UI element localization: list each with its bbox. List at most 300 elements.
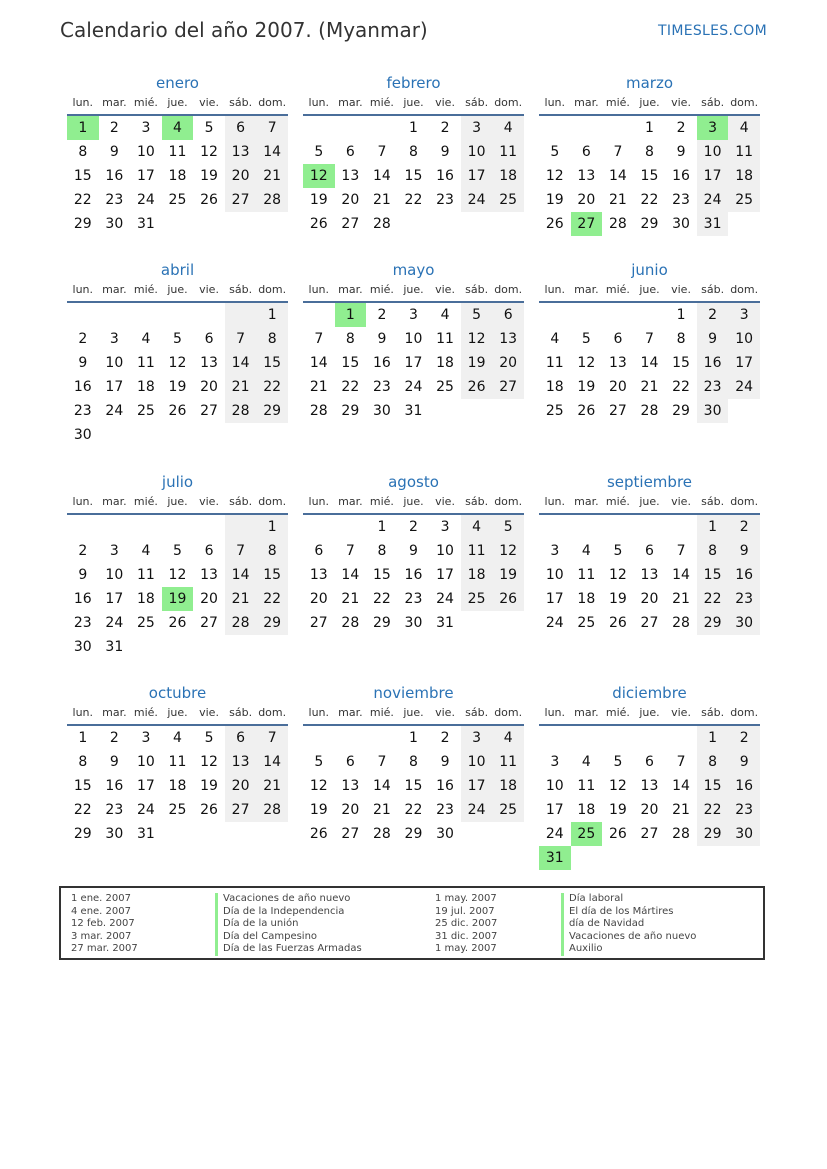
day-cell: 19: [309, 802, 328, 818]
legend-holiday-name: Día laboral: [561, 893, 696, 906]
day-cell: 3: [461, 116, 493, 140]
day-cell: 17: [136, 778, 155, 794]
day-cell: 17: [105, 379, 124, 395]
legend-holiday-name: día de Navidad: [561, 918, 696, 931]
day-cell: 14: [225, 563, 257, 587]
day-cell: 24: [136, 802, 155, 818]
day-cell: 26: [168, 403, 187, 419]
day-cell: 23: [105, 802, 124, 818]
day-cell: 21: [256, 774, 288, 798]
weekday-label: mar.: [338, 706, 363, 719]
day-cell: 5: [461, 303, 493, 327]
day-cell: 4: [728, 116, 760, 140]
day-cell: 5: [581, 331, 591, 347]
day-cell: 13: [225, 140, 257, 164]
empty-day-cell: [602, 303, 634, 327]
empty-day-cell: [539, 726, 571, 750]
day-cell: 21: [225, 587, 257, 611]
weekday-label: vie.: [435, 495, 455, 508]
day-cell: 6: [225, 726, 257, 750]
day-cell: 29: [404, 826, 423, 842]
month-octubre: [67, 682, 288, 846]
day-cell: 30: [728, 611, 760, 635]
day-cell: 7: [256, 726, 288, 750]
day-cell: 28: [309, 403, 328, 419]
day-cell: 8: [377, 543, 387, 559]
day-cell: 2: [78, 331, 88, 347]
weekday-label: mié.: [605, 283, 630, 296]
day-cell: 6: [581, 144, 591, 160]
day-cell: 31: [136, 216, 155, 232]
month-name: abril: [160, 261, 195, 279]
weekday-label: sáb.: [465, 495, 489, 508]
weekday-label: mié.: [605, 706, 630, 719]
day-cell: 25: [728, 188, 760, 212]
day-cell: 29: [256, 399, 288, 423]
legend-names-left: [215, 893, 362, 956]
day-cell: 16: [105, 168, 124, 184]
legend-holiday-name: Día de la Independencia: [215, 906, 362, 919]
weekday-header: [539, 493, 760, 515]
weekday-label: mié.: [369, 96, 394, 109]
day-cell: 5: [613, 543, 623, 559]
weekday-label: vie.: [671, 96, 691, 109]
weekday-label: lun.: [308, 706, 330, 719]
weekday-label: vie.: [435, 283, 455, 296]
weekday-label: vie.: [199, 495, 219, 508]
day-cell: 11: [492, 140, 524, 164]
day-cell: 27: [225, 188, 257, 212]
day-cell: 14: [309, 355, 328, 371]
day-cell: 9: [728, 539, 760, 563]
day-cell: 12: [492, 539, 524, 563]
day-cell: 12: [200, 754, 218, 770]
weekday-label: sáb.: [465, 96, 489, 109]
day-cell: 6: [613, 331, 623, 347]
day-cell: 9: [440, 754, 450, 770]
month-noviembre: [303, 682, 524, 846]
day-cell: 26: [200, 192, 218, 208]
day-cell: 6: [345, 144, 355, 160]
day-cell: 16: [105, 778, 124, 794]
day-grid: [67, 726, 288, 846]
day-cell: 22: [697, 587, 729, 611]
day-cell: 26: [309, 826, 328, 842]
legend-date: 12 feb. 2007: [71, 918, 135, 929]
empty-day-cell: [303, 726, 335, 750]
day-cell: 3: [550, 754, 560, 770]
empty-day-cell: [539, 303, 571, 327]
day-cell: 2: [676, 120, 686, 136]
day-cell: 21: [309, 379, 328, 395]
weekday-label: jue.: [639, 283, 660, 296]
day-cell: 11: [577, 778, 596, 794]
day-cell: 1: [409, 730, 418, 746]
day-cell: 30: [73, 427, 92, 443]
weekday-label: jue.: [403, 495, 424, 508]
empty-day-cell: [634, 303, 666, 327]
weekday-label: sáb.: [229, 495, 253, 508]
month-marzo: [539, 72, 760, 236]
day-cell: 11: [136, 355, 155, 371]
day-cell: 9: [440, 144, 450, 160]
day-cell: 28: [225, 399, 257, 423]
weekday-label: dom.: [494, 495, 523, 508]
day-cell: 24: [697, 188, 729, 212]
day-cell: 5: [204, 120, 214, 136]
day-cell: 29: [640, 216, 659, 232]
month-name: julio: [161, 473, 194, 491]
empty-day-cell: [335, 116, 367, 140]
day-cell: 15: [256, 351, 288, 375]
legend-date: 4 ene. 2007: [71, 905, 131, 917]
weekday-header: [67, 281, 288, 303]
weekday-label: mar.: [102, 283, 127, 296]
weekday-header: [67, 493, 288, 515]
day-cell: 18: [461, 563, 493, 587]
day-cell: 28: [225, 611, 257, 635]
day-cell: 4: [581, 754, 591, 770]
day-cell: 7: [613, 144, 623, 160]
day-cell: 5: [204, 730, 214, 746]
day-cell: 27: [200, 403, 218, 419]
day-cell: 10: [404, 331, 423, 347]
weekday-label: mié.: [605, 96, 630, 109]
day-cell: 13: [309, 567, 328, 583]
day-cell: 15: [73, 168, 92, 184]
weekday-label: lun.: [308, 495, 330, 508]
day-grid: [67, 303, 288, 447]
day-cell: 8: [409, 144, 418, 160]
legend-holiday-name: Vacaciones de año nuevo: [215, 893, 362, 906]
day-cell: 2: [728, 726, 760, 750]
day-cell: 9: [109, 144, 119, 160]
day-cell: 7: [676, 543, 686, 559]
day-cell: 12: [608, 567, 627, 583]
day-cell: 17: [461, 774, 493, 798]
day-cell: 13: [341, 168, 360, 184]
weekday-label: dom.: [730, 706, 759, 719]
day-cell: 22: [73, 802, 92, 818]
day-cell: 18: [728, 164, 760, 188]
day-cell: 1: [645, 120, 654, 136]
day-cell: 22: [256, 587, 288, 611]
day-cell: 9: [109, 754, 119, 770]
weekday-label: mié.: [133, 96, 158, 109]
day-cell: 10: [136, 144, 155, 160]
weekday-label: mar.: [102, 706, 127, 719]
day-cell: 13: [341, 778, 360, 794]
weekday-label: mar.: [102, 96, 127, 109]
empty-day-cell: [303, 303, 335, 327]
day-cell: 26: [608, 615, 627, 631]
day-cell: 16: [436, 778, 454, 794]
day-cell: 18: [436, 355, 454, 371]
day-cell: 2: [377, 307, 387, 323]
day-cell: 23: [372, 379, 391, 395]
weekday-label: vie.: [199, 706, 219, 719]
day-cell: 28: [256, 798, 288, 822]
day-cell: 2: [78, 543, 88, 559]
weekday-label: dom.: [730, 283, 759, 296]
day-cell: 25: [168, 802, 187, 818]
day-grid: [303, 726, 524, 846]
day-cell: 5: [173, 543, 182, 559]
weekday-header: [303, 281, 524, 303]
legend-holiday-name: Vacaciones de año nuevo: [561, 931, 696, 944]
day-cell: 6: [645, 543, 654, 559]
legend-names-right: [561, 893, 696, 956]
day-cell: 11: [545, 355, 564, 371]
weekday-label: lun.: [72, 495, 94, 508]
month-name: junio: [631, 261, 668, 279]
day-cell: 25: [545, 403, 564, 419]
day-cell: 29: [672, 403, 690, 419]
day-cell: 21: [640, 379, 659, 395]
day-cell: 8: [697, 750, 729, 774]
day-cell: 10: [436, 543, 454, 559]
day-cell: 2: [440, 120, 450, 136]
month-abril: [67, 259, 288, 447]
legend-holiday-name: Día de la unión: [215, 918, 362, 931]
day-cell: 19: [168, 379, 187, 395]
day-grid: [539, 515, 760, 635]
day-cell: 7: [225, 539, 257, 563]
day-cell: 31: [105, 639, 124, 655]
weekday-header: [303, 94, 524, 116]
weekday-label: vie.: [199, 283, 219, 296]
day-grid: [67, 515, 288, 659]
day-cell: 11: [168, 754, 187, 770]
month-julio: [67, 471, 288, 659]
day-cell: 6: [225, 116, 257, 140]
day-cell: 8: [409, 754, 418, 770]
month-diciembre: [539, 682, 760, 870]
weekday-label: dom.: [494, 96, 523, 109]
day-cell: 25: [136, 403, 155, 419]
day-cell: 27: [608, 403, 627, 419]
day-cell: 10: [545, 778, 564, 794]
day-cell: 10: [105, 567, 124, 583]
day-cell: 18: [136, 379, 155, 395]
day-cell: 12: [168, 567, 187, 583]
holiday-day-cell: 31: [539, 846, 571, 870]
day-cell: 15: [372, 567, 391, 583]
legend-date: 3 mar. 2007: [71, 930, 132, 942]
day-cell: 5: [492, 515, 524, 539]
holiday-day-cell: 4: [162, 116, 194, 140]
day-cell: 25: [492, 188, 524, 212]
day-cell: 15: [640, 168, 659, 184]
day-cell: 1: [697, 726, 729, 750]
legend-date: 19 jul. 2007: [435, 905, 495, 917]
day-cell: 30: [697, 399, 729, 423]
day-cell: 7: [377, 754, 387, 770]
day-cell: 8: [78, 144, 88, 160]
day-cell: 3: [141, 730, 151, 746]
day-cell: 8: [676, 331, 686, 347]
day-cell: 27: [200, 615, 218, 631]
day-cell: 6: [314, 543, 324, 559]
legend-date: 25 dic. 2007: [435, 918, 498, 929]
day-cell: 14: [256, 140, 288, 164]
empty-day-cell: [571, 726, 603, 750]
weekday-label: jue.: [167, 706, 188, 719]
empty-day-cell: [162, 515, 194, 539]
weekday-label: dom.: [494, 706, 523, 719]
day-cell: 21: [256, 164, 288, 188]
day-cell: 23: [404, 591, 423, 607]
day-cell: 30: [105, 216, 124, 232]
day-cell: 20: [640, 591, 659, 607]
weekday-header: [303, 493, 524, 515]
day-cell: 7: [345, 543, 355, 559]
day-cell: 6: [345, 754, 355, 770]
site-logo-link[interactable]: TIMESLES.COM: [658, 23, 767, 39]
day-cell: 27: [492, 375, 524, 399]
weekday-label: dom.: [730, 96, 759, 109]
day-cell: 24: [136, 192, 155, 208]
weekday-header: [539, 704, 760, 726]
weekday-label: lun.: [308, 96, 330, 109]
day-cell: 3: [409, 307, 418, 323]
day-cell: 29: [697, 611, 729, 635]
day-cell: 16: [404, 567, 423, 583]
day-cell: 12: [309, 778, 328, 794]
day-cell: 30: [672, 216, 690, 232]
day-cell: 15: [404, 778, 423, 794]
empty-day-cell: [634, 726, 666, 750]
day-cell: 4: [492, 116, 524, 140]
day-cell: 14: [372, 168, 391, 184]
day-cell: 11: [577, 567, 596, 583]
day-cell: 24: [105, 403, 124, 419]
day-cell: 23: [73, 403, 92, 419]
day-cell: 20: [200, 591, 218, 607]
day-cell: 16: [73, 379, 92, 395]
weekday-label: mié.: [133, 706, 158, 719]
weekday-label: sáb.: [229, 706, 253, 719]
day-cell: 25: [168, 192, 187, 208]
weekday-label: dom.: [258, 495, 287, 508]
day-cell: 14: [608, 168, 627, 184]
day-cell: 2: [697, 303, 729, 327]
weekday-label: jue.: [167, 96, 188, 109]
weekday-label: lun.: [72, 96, 94, 109]
day-cell: 2: [109, 120, 119, 136]
day-cell: 9: [676, 144, 686, 160]
day-cell: 21: [372, 192, 391, 208]
day-cell: 29: [341, 403, 360, 419]
day-cell: 15: [697, 774, 729, 798]
day-cell: 7: [314, 331, 324, 347]
day-cell: 16: [372, 355, 391, 371]
day-cell: 17: [545, 591, 564, 607]
weekday-label: sáb.: [701, 283, 725, 296]
weekday-label: mar.: [574, 706, 599, 719]
day-cell: 8: [256, 539, 288, 563]
day-cell: 29: [73, 216, 92, 232]
holiday-day-cell: 27: [571, 212, 603, 236]
day-cell: 16: [436, 168, 454, 184]
weekday-label: mié.: [369, 495, 394, 508]
day-cell: 6: [204, 543, 214, 559]
weekday-label: vie.: [435, 706, 455, 719]
day-cell: 4: [173, 730, 182, 746]
day-cell: 4: [141, 331, 151, 347]
day-cell: 9: [78, 355, 88, 371]
empty-day-cell: [303, 116, 335, 140]
day-cell: 14: [225, 351, 257, 375]
day-cell: 20: [577, 192, 596, 208]
day-cell: 4: [581, 543, 591, 559]
day-cell: 12: [577, 355, 596, 371]
day-cell: 10: [461, 750, 493, 774]
day-cell: 11: [461, 539, 493, 563]
day-cell: 17: [728, 351, 760, 375]
day-cell: 10: [697, 140, 729, 164]
day-cell: 15: [697, 563, 729, 587]
day-cell: 13: [225, 750, 257, 774]
day-cell: 12: [168, 355, 187, 371]
weekday-header: [539, 281, 760, 303]
day-cell: 30: [436, 826, 454, 842]
holiday-day-cell: 1: [67, 116, 99, 140]
empty-day-cell: [602, 116, 634, 140]
day-cell: 25: [461, 587, 493, 611]
legend-dates-right: [435, 893, 497, 956]
legend-date: 31 dic. 2007: [435, 930, 498, 942]
day-cell: 16: [728, 563, 760, 587]
day-cell: 7: [225, 327, 257, 351]
day-cell: 17: [545, 802, 564, 818]
day-grid: [67, 116, 288, 236]
day-cell: 14: [256, 750, 288, 774]
day-cell: 3: [440, 519, 450, 535]
day-cell: 7: [377, 144, 387, 160]
day-cell: 16: [728, 774, 760, 798]
day-cell: 1: [256, 303, 288, 327]
day-cell: 30: [728, 822, 760, 846]
day-cell: 5: [173, 331, 182, 347]
day-cell: 31: [136, 826, 155, 842]
day-cell: 8: [256, 327, 288, 351]
weekday-label: jue.: [403, 96, 424, 109]
empty-day-cell: [225, 515, 257, 539]
day-grid: [539, 116, 760, 236]
day-cell: 3: [728, 303, 760, 327]
holiday-day-cell: 19: [162, 587, 194, 611]
day-cell: 9: [697, 327, 729, 351]
month-junio: [539, 259, 760, 423]
legend-holiday-name: Auxilio: [561, 943, 696, 956]
weekday-label: mar.: [574, 495, 599, 508]
weekday-label: jue.: [639, 495, 660, 508]
day-cell: 13: [492, 327, 524, 351]
weekday-label: mar.: [574, 96, 599, 109]
day-cell: 18: [168, 778, 187, 794]
day-cell: 25: [577, 615, 596, 631]
weekday-label: jue.: [639, 706, 660, 719]
day-cell: 19: [608, 591, 627, 607]
month-name: noviembre: [373, 684, 454, 702]
weekday-label: vie.: [671, 283, 691, 296]
weekday-label: mar.: [574, 283, 599, 296]
day-cell: 28: [640, 403, 659, 419]
empty-day-cell: [225, 303, 257, 327]
day-cell: 24: [461, 798, 493, 822]
day-cell: 10: [461, 140, 493, 164]
